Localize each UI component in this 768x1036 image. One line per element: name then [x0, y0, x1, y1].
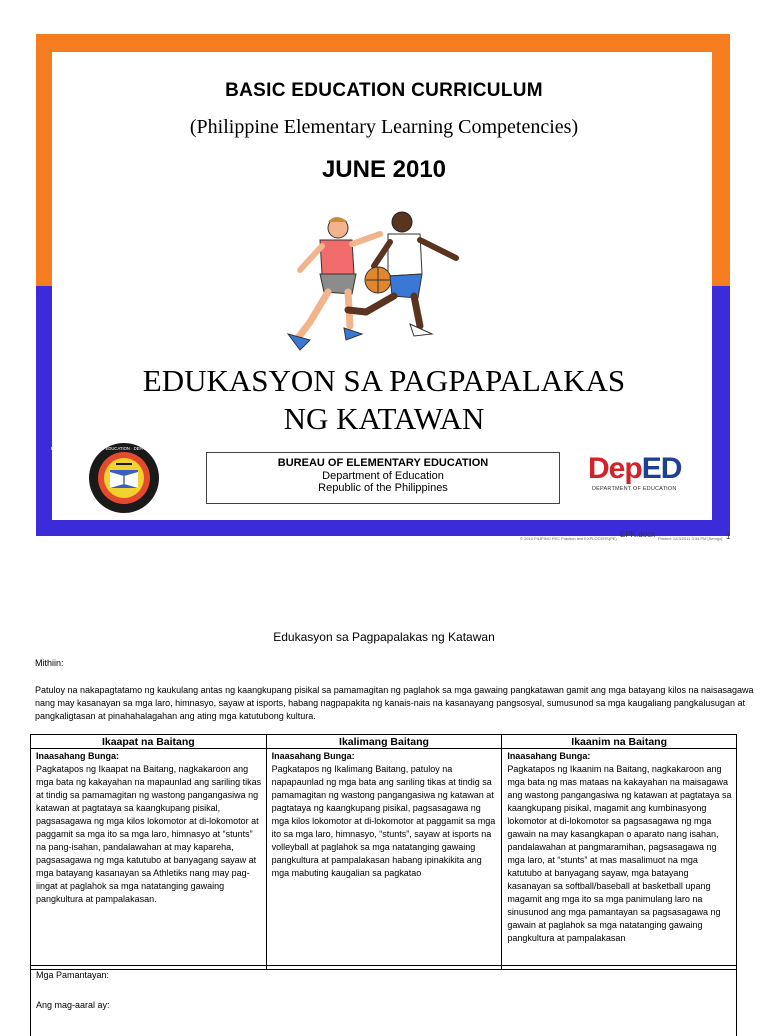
- bureau-name: BUREAU OF ELEMENTARY EDUCATION: [277, 457, 489, 469]
- deped-logo-ed: ED: [641, 452, 682, 485]
- mithiin-text: Patuloy na nakapagtatamo ng kaukulang antas ng kaangkupang pisikal sa pamamagitan ng paglahok sa mga gawaing pangkatawan gamit ang mga batayang kilos na naisasagawa nang may kasanayan sa mga laro, himnasyo, sayaw at isports, habang nagpapakita ng kanais-nais na kasanayang pangsosyal, sumusunod sa mga kaugaliang pangkalusugan at pangkaligtasan at pinahahalagahan ang ating mga katutubong kultura.: [35, 685, 754, 721]
- deped-logo-dep: Dep: [588, 452, 642, 485]
- cover-title: BASIC EDUCATION CURRICULUM: [225, 80, 543, 101]
- table-row: [31, 749, 737, 970]
- table-header-grade6: Ikaanim na Baitang: [502, 735, 737, 749]
- pamantayan-box: [30, 965, 737, 1036]
- bureau-department: Department of Education: [322, 469, 444, 482]
- subject-title: [0, 362, 768, 438]
- doc-heading: Edukasyon sa Pagpapalakas ng Katawan: [273, 630, 495, 644]
- cell-label: Inaasahang Bunga:: [507, 751, 591, 761]
- cover-date: JUNE 2010: [321, 156, 447, 183]
- subject-title-line2: NG KATAWAN: [283, 401, 485, 436]
- footer-print-note: Printed: 12/3/2011 3:34 PM [Semgo]: [658, 536, 723, 541]
- grade-level-table: [30, 734, 737, 970]
- seal-ring-text: BUREAU OF ELEMENTARY EDUCATION · DEPARTMENT OF EDUCATION ·: [50, 446, 198, 451]
- mithiin-label: Mithiin:: [35, 658, 64, 668]
- footer-left-note: © 2010 FILIPINO PEC Fraction test EXPLOCERS(PE): [520, 536, 617, 541]
- cell-text: Pagkatapos ng Ikaanim na Baitang, nagkakaroon ang mga bata ng mas mataas na kakayahan na maisagawa ang wastong pangangasiwa ng katawan at pagtataya sa kaangkupang pisikal, magamit ang kumbinasyong lokomotor at di-lokomotor sa pagsasagawa ng mga gawain na may kasangkapan o aparato nang isahan, pandalawahan at pangmaramihan, pagsasagawa ng mga laro, at “stunts” at mas masalimuot na mga katutubo at banyagang sayaw, mga batayang kasanayan sa softball/baseball at basketball upang magamit ang mga ito sa mga panimulang laro na sinusunod ang mga pamantayan sa pagsasagawa ng gawain at paglahok sa mga natatanging gawaing pangkultura at pampalakasan: [507, 764, 732, 943]
- bureau-country: Republic of the Philippines: [318, 482, 448, 494]
- bureau-seal-logo: [50, 442, 198, 514]
- subject-title-line1: EDUKASYON SA PAGPAPALAKAS: [142, 363, 626, 398]
- table-cell-grade5: [266, 749, 502, 970]
- cell-text: Pagkatapos ng Ikaapat na Baitang, nagkakaroon ang mga bata ng kakayahan na mapaunlad ang sariling tikas at tindig sa pamamagitan ng wastong pangangasiwa ng katawan at pagtataya sa kaangkupang pisikal, pagsasagawa ng mga kilos lokomotor at di-lokomotor at paggamit sa mga ito sa mga laro, himnasyo at “stunts” na pang-isahan, pandalawahan at may kapareha, pagsasagawa ng mga katutubo at banyagang sayaw at mga batayang kasanayan sa Athletiks nang may pag-iingat at paglahok sa mga natatanging gawaing pangkultura at pampalakasan.: [36, 764, 262, 904]
- table-header-grade5: Ikalimang Baitang: [266, 735, 502, 749]
- pamantayan-subtext: Ang mag-aaral ay:: [36, 1000, 110, 1010]
- cell-label: Inaasahang Bunga:: [36, 751, 120, 761]
- cell-label: Inaasahang Bunga:: [271, 751, 355, 761]
- footer-page-number: 1: [726, 532, 731, 541]
- bureau-info-box: [206, 452, 560, 504]
- footer-filename: EPK.docx: [620, 530, 656, 539]
- table-header-row: [31, 735, 737, 749]
- deped-logo-subtext: DEPARTMENT OF EDUCATION: [592, 486, 677, 492]
- cover-subtitle: (Philippine Elementary Learning Competencies): [189, 116, 579, 138]
- table-cell-grade6: [502, 749, 737, 970]
- table-header-grade4: Ikaapat na Baitang: [31, 735, 267, 749]
- pamantayan-label: Mga Pamantayan:: [36, 970, 110, 980]
- cell-text: Pagkatapos ng Ikalimang Baitang, patuloy na napapaunlad ng mga bata ang sariling tikas at tindig sa pamamagitan ng wastong pangangasiwa ng katawan at pagtataya ng kaangkupang pisikal, pagsasagawa ng mga kilos lokomotor at di-lokomotor at paggamit sa mga ito sa mga laro, himnasyo, “stunts”, sayaw at isports na volleyball at paglahok sa mga natatanging gawaing pangkultura at pampalakasan habang ipinakikita ang mga mabuting kaugalian sa pagkatao: [271, 764, 496, 878]
- table-cell-grade4: [31, 749, 267, 970]
- deped-logo: [588, 452, 688, 496]
- basketball-players-illustration: [270, 200, 470, 360]
